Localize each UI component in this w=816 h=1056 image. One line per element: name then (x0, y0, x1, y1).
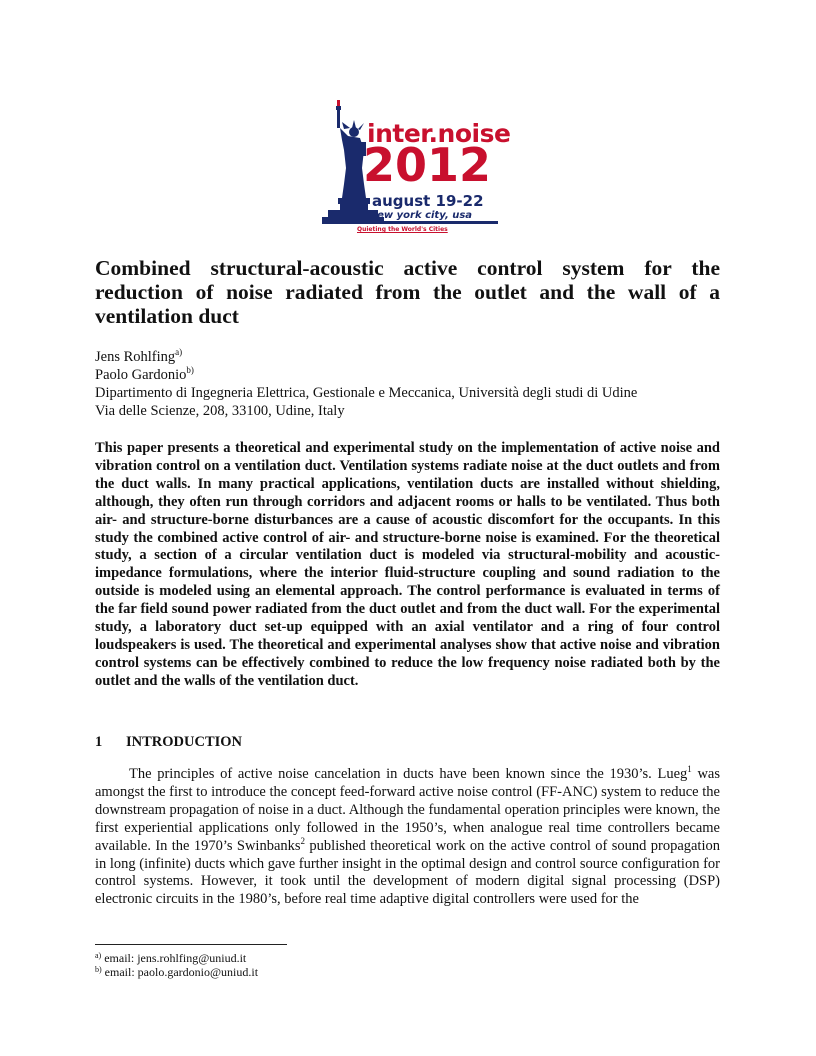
footnote-item (95, 965, 258, 979)
conference-logo (320, 98, 511, 238)
paper-title (95, 256, 720, 328)
author-1 (95, 348, 720, 366)
address-line: Via delle Scienze, 208, 33100, Udine, Italy (95, 403, 345, 419)
section-number: 1 (95, 734, 103, 750)
footnote-item (95, 951, 258, 965)
logo-wordmark: inter.noise (367, 119, 511, 148)
logo-year: 2012 (363, 138, 492, 192)
author-footnote-mark: a) (175, 347, 183, 357)
author-name: Jens Rohlfing (95, 349, 176, 365)
author-2 (95, 366, 720, 384)
affiliation-line: Dipartimento di Ingegneria Elettrica, Gestionale e Meccanica, Università degli studi di Udine (95, 385, 638, 401)
logo-tagline: Quieting the World's Cities (357, 226, 448, 233)
footnotes (95, 951, 258, 979)
section-title: INTRODUCTION (126, 734, 243, 750)
citation-ref: 2 (300, 835, 306, 846)
author-name: Paolo Gardonio (95, 367, 187, 383)
body-text-run: The principles of active noise cancelation in ducts have been known since the 1930’s. Lueg (129, 766, 688, 782)
title-line: reduction of noise radiated from the outlet and the wall of a (95, 280, 720, 304)
footnote-email: email: jens.rohlfing@uniud.it (101, 951, 247, 965)
title-line: Combined structural-acoustic active control system for the (95, 256, 720, 280)
logo-dates: august 19-22 (372, 192, 484, 210)
footnote-divider (95, 944, 287, 945)
introduction-paragraph (95, 766, 720, 909)
title-line: ventilation duct (95, 304, 239, 328)
section-heading (95, 734, 242, 751)
body-text-run: was amongst the first to introduce the concept feed-forward active noise control (FF-ANC) system to reduce the downstream propagation of noise in a duct. Although the fundamental operation principles were known, the first experiential applications only followed in the 1950’s, when analogue real time controllers became available. In the 1970’s Swinbanks (95, 766, 720, 854)
footnote-mark: a) (95, 951, 102, 960)
author-block (95, 348, 720, 420)
abstract: This paper presents a theoretical and experimental study on the implementation of active noise and vibration control on a ventilation duct. Ventilation systems radiate noise at the duct outlets and from the duct walls. In many practical applications, ventilation ducts are installed without shielding, although, they often run through corridors and adjacent rooms or halls to be ventilated. Thus both air- and structure-borne disturbances are a cause of acoustic discomfort for the occupants. In this study the combined active control of air- and structure-borne noise is examined. For the theoretical study, a section of a circular ventilation duct is modeled via structural-mobility and acoustic-impedance formulations, where the interior fluid-structure coupling and sound radiation to the outside is modeled using an elemental approach. The control performance is evaluated in terms of the far field sound power radiated from the duct outlet and from the duct wall. For the experimental study, a laboratory duct set-up equipped with an axial ventilator and a ring of four control loudspeakers is used. The theoretical and experimental analyses show that active noise and vibration control systems can be effectively combined to reduce the low frequency noise radiated both by the outlet and the walls of the ventilation duct. (95, 440, 720, 689)
logo-city: new york city, usa (370, 210, 473, 221)
footnote-email: email: paolo.gardonio@uniud.it (101, 965, 259, 979)
citation-ref: 1 (687, 764, 692, 774)
footnote-mark: b) (95, 965, 102, 974)
author-footnote-mark: b) (186, 365, 194, 375)
body-text-run: published theoretical work on the active control of sound propagation in long (infinite) ducts which gave further insight in the optimal design and control source configuration for control systems. However, it took until the development of modern digital signal processing (DSP) electronic circuits in the 1980’s, before real time adaptive digital controllers were used for the (95, 837, 720, 908)
